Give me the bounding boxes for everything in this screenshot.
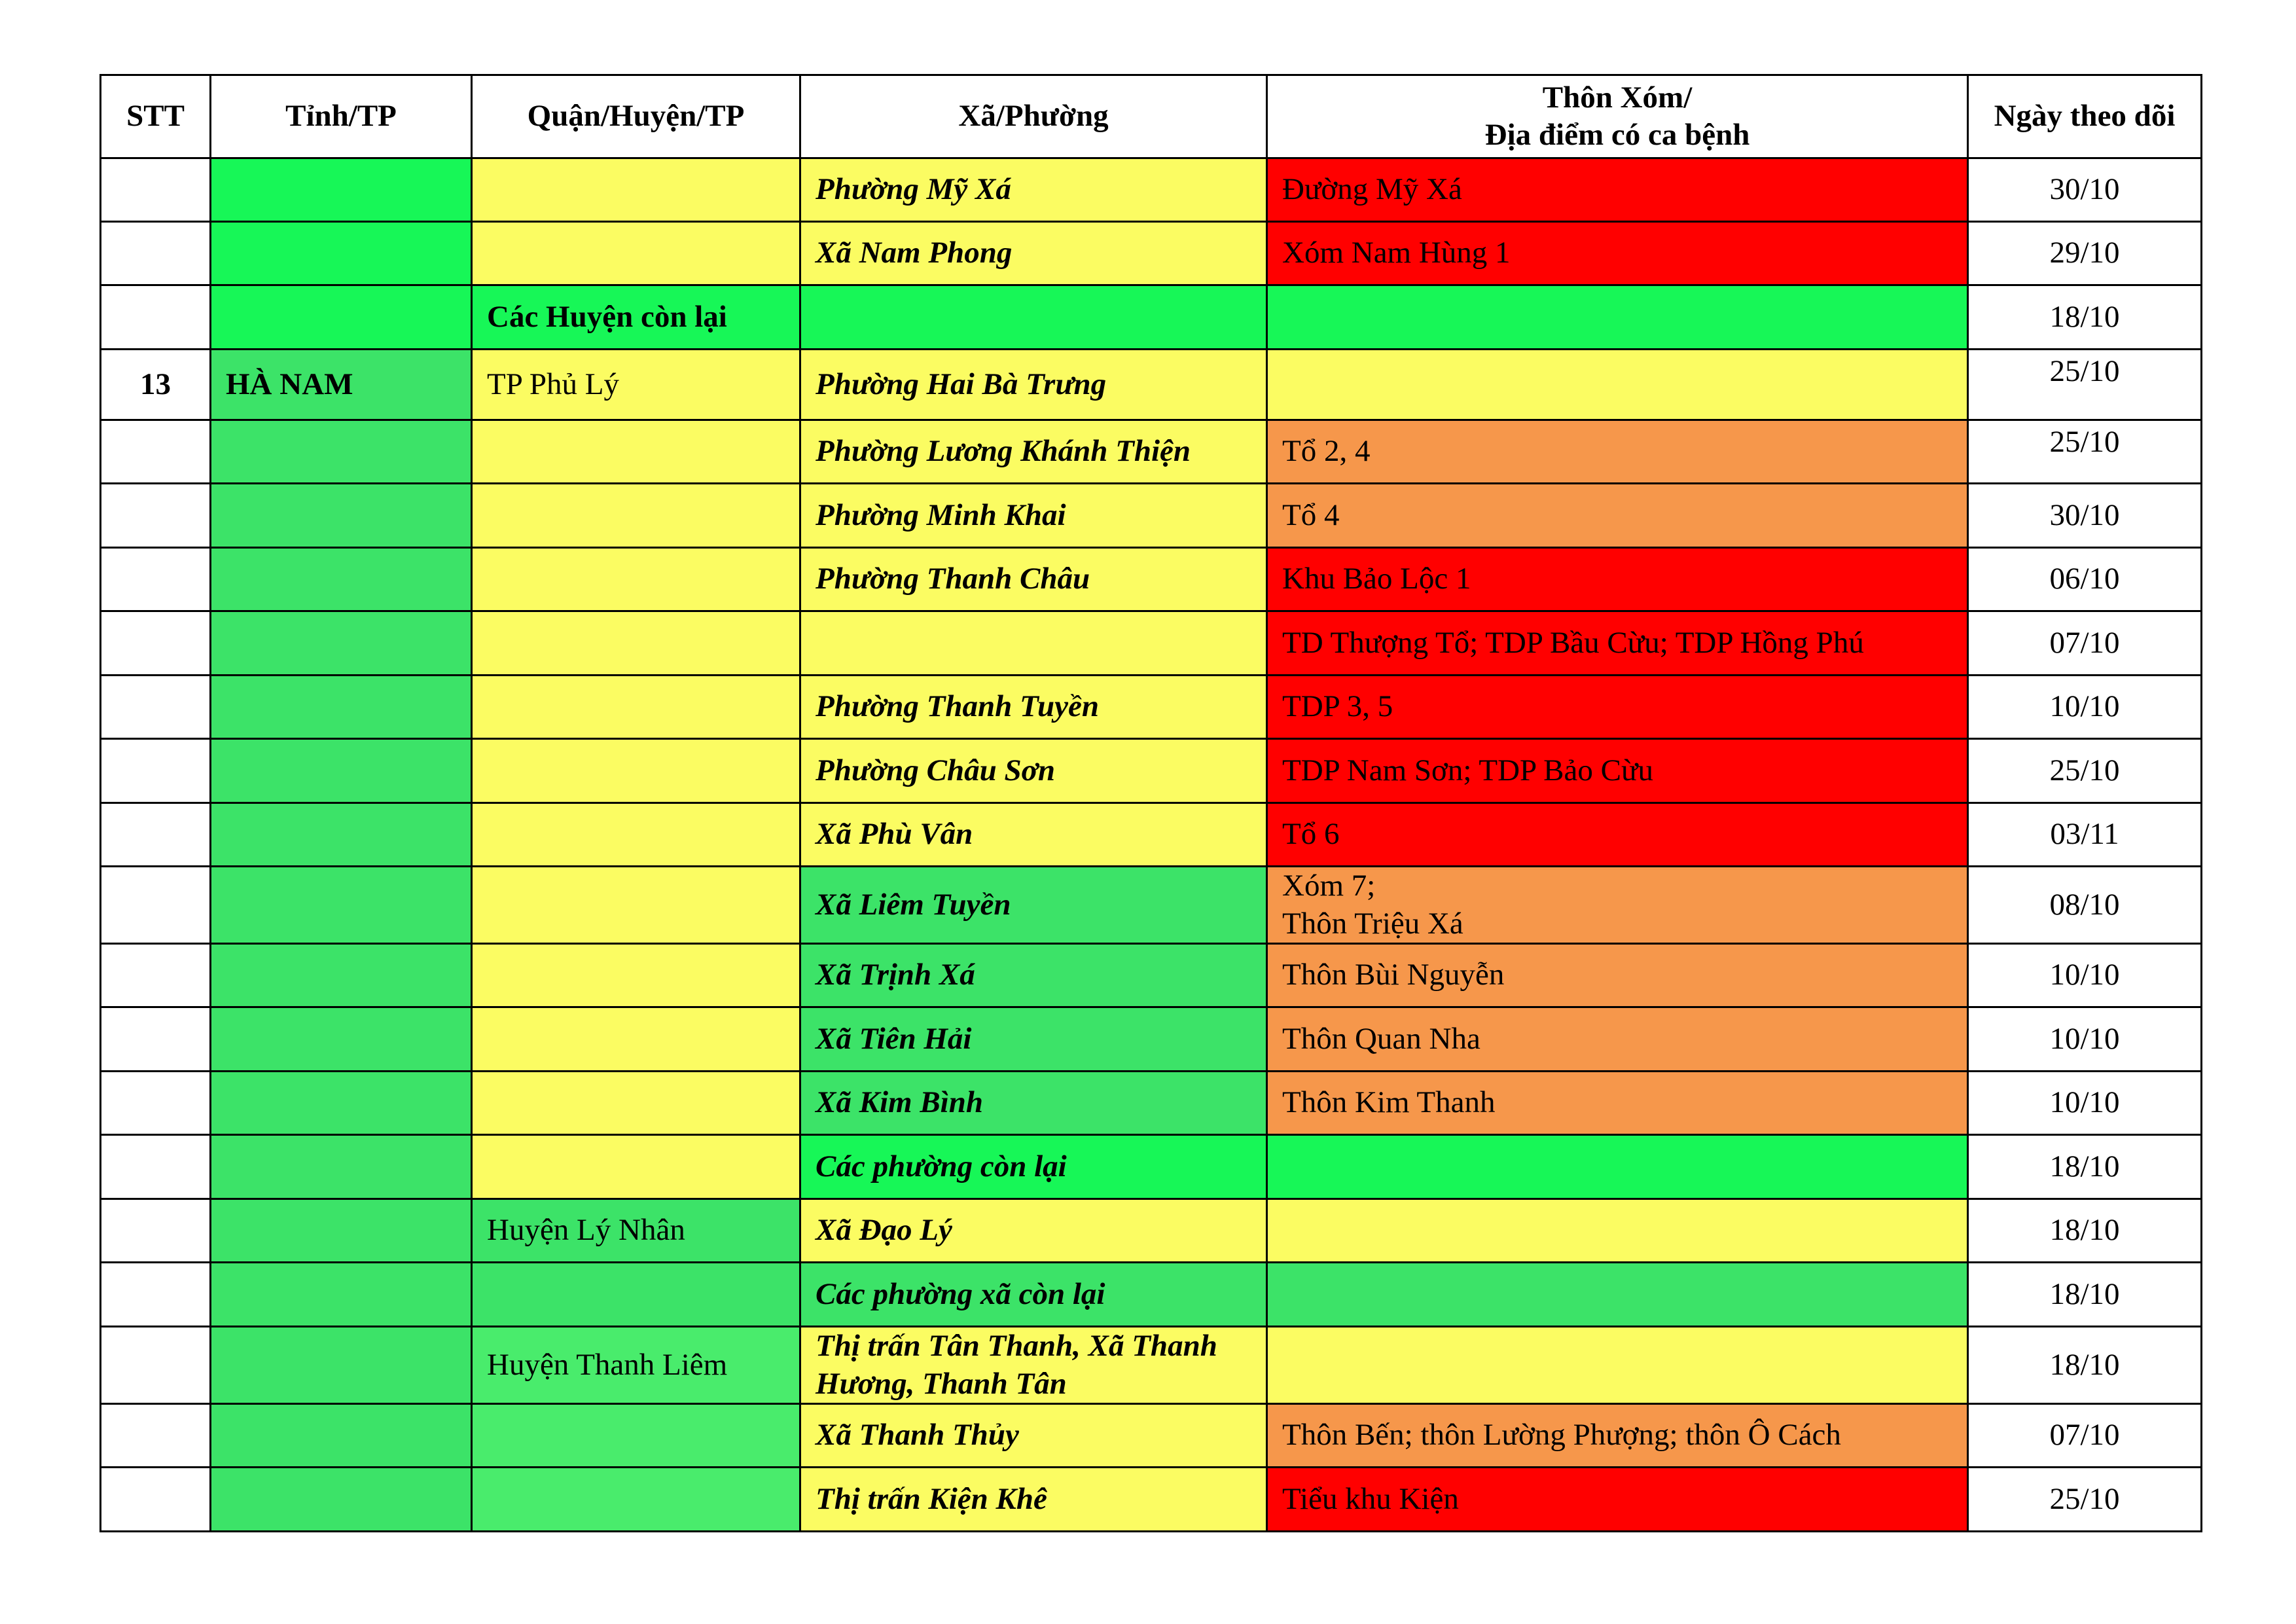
table-row xyxy=(101,420,2202,484)
cell-district xyxy=(472,803,800,867)
table-header xyxy=(101,75,2202,158)
cell-commune xyxy=(800,285,1267,350)
hamlet-line: Khu Bảo Lộc 1 xyxy=(1282,562,1471,596)
cell-hamlet xyxy=(1267,350,1968,420)
cell-commune: Xã Kim Bình xyxy=(800,1072,1267,1135)
cell-hamlet xyxy=(1267,867,1968,944)
table-row xyxy=(101,1007,2202,1072)
cell-district: TP Phủ Lý xyxy=(472,350,800,420)
cell-district xyxy=(472,944,800,1007)
cell-district xyxy=(472,611,800,676)
cell-commune: Thị trấn Tân Thanh, Xã Thanh Hương, Thanh Tân xyxy=(800,1327,1267,1404)
table-row xyxy=(101,350,2202,420)
cell-hamlet xyxy=(1267,739,1968,803)
table-row xyxy=(101,1263,2202,1327)
cell-commune: Phường Châu Sơn xyxy=(800,739,1267,803)
hamlet-line: Thôn Bùi Nguyễn xyxy=(1282,958,1505,992)
cell-district xyxy=(472,1404,800,1468)
cell-hamlet xyxy=(1267,420,1968,484)
cell-commune: Xã Phù Vân xyxy=(800,803,1267,867)
table-row xyxy=(101,484,2202,548)
cell-monitor-date: 25/10 xyxy=(1968,1468,2202,1532)
cell-monitor-date: 06/10 xyxy=(1968,548,2202,611)
header-province: Tỉnh/TP xyxy=(211,75,472,158)
cell-commune: Xã Liêm Tuyền xyxy=(800,867,1267,944)
cell-province xyxy=(211,611,472,676)
table-row xyxy=(101,944,2202,1007)
cell-district: Huyện Thanh Liêm xyxy=(472,1327,800,1404)
table-row xyxy=(101,1135,2202,1199)
hamlet-line: TDP 3, 5 xyxy=(1282,689,1393,724)
cell-hamlet xyxy=(1267,1327,1968,1404)
cell-hamlet xyxy=(1267,1072,1968,1135)
cell-commune: Các phường xã còn lại xyxy=(800,1263,1267,1327)
hamlet-line: Tổ 4 xyxy=(1282,497,1340,532)
cell-monitor-date: 30/10 xyxy=(1968,484,2202,548)
header-hamlet-line1: Thôn Xóm/ xyxy=(1542,80,1693,115)
cell-monitor-date: 29/10 xyxy=(1968,222,2202,285)
header-stt: STT xyxy=(101,75,211,158)
cell-stt xyxy=(101,1468,211,1532)
cell-province xyxy=(211,222,472,285)
cell-district: Các Huyện còn lại xyxy=(472,285,800,350)
table-row xyxy=(101,611,2202,676)
hamlet-line: Thôn Kim Thanh xyxy=(1282,1085,1496,1120)
cell-commune xyxy=(800,611,1267,676)
cell-province xyxy=(211,158,472,222)
table-row xyxy=(101,285,2202,350)
cell-province xyxy=(211,1263,472,1327)
cell-commune: Xã Nam Phong xyxy=(800,222,1267,285)
cell-commune: Các phường còn lại xyxy=(800,1135,1267,1199)
cell-stt xyxy=(101,867,211,944)
cell-province xyxy=(211,1135,472,1199)
cell-monitor-date: 10/10 xyxy=(1968,1007,2202,1072)
header-hamlet-line2: Địa điểm có ca bệnh xyxy=(1484,118,1750,152)
cell-province xyxy=(211,1468,472,1532)
hamlet-line: Thôn Bến; thôn Lường Phượng; thôn Ô Cách xyxy=(1282,1418,1841,1453)
cell-commune: Phường Hai Bà Trưng xyxy=(800,350,1267,420)
cell-stt xyxy=(101,484,211,548)
cell-hamlet xyxy=(1267,222,1968,285)
cell-stt xyxy=(101,1072,211,1135)
cell-commune: Xã Trịnh Xá xyxy=(800,944,1267,1007)
header-monitor-date: Ngày theo dõi xyxy=(1968,75,2202,158)
table-row xyxy=(101,1199,2202,1263)
cell-province xyxy=(211,803,472,867)
cell-commune: Xã Thanh Thủy xyxy=(800,1404,1267,1468)
table-row xyxy=(101,1327,2202,1404)
outbreak-table xyxy=(99,74,2202,1532)
cell-commune: Phường Thanh Tuyền xyxy=(800,676,1267,739)
cell-stt xyxy=(101,548,211,611)
cell-province xyxy=(211,548,472,611)
cell-province xyxy=(211,484,472,548)
cell-monitor-date: 07/10 xyxy=(1968,1404,2202,1468)
cell-stt xyxy=(101,1263,211,1327)
cell-district xyxy=(472,158,800,222)
cell-province xyxy=(211,1199,472,1263)
hamlet-line: Thôn Triệu Xá xyxy=(1282,906,1463,941)
cell-stt xyxy=(101,285,211,350)
cell-stt xyxy=(101,803,211,867)
cell-monitor-date: 10/10 xyxy=(1968,1072,2202,1135)
cell-stt xyxy=(101,739,211,803)
cell-monitor-date: 25/10 xyxy=(1968,739,2202,803)
cell-monitor-date: 08/10 xyxy=(1968,867,2202,944)
cell-stt xyxy=(101,1404,211,1468)
hamlet-line: Thôn Quan Nha xyxy=(1282,1021,1480,1056)
table-row xyxy=(101,739,2202,803)
table-body xyxy=(101,158,2202,1532)
hamlet-line: Tổ 2, 4 xyxy=(1282,434,1371,469)
header-hamlet xyxy=(1267,75,1968,158)
cell-province xyxy=(211,420,472,484)
header-commune: Xã/Phường xyxy=(800,75,1267,158)
cell-monitor-date: 18/10 xyxy=(1968,1199,2202,1263)
cell-district: Huyện Lý Nhân xyxy=(472,1199,800,1263)
cell-monitor-date: 25/10 xyxy=(1968,420,2202,484)
cell-hamlet xyxy=(1267,611,1968,676)
cell-stt xyxy=(101,611,211,676)
cell-stt xyxy=(101,1135,211,1199)
cell-province xyxy=(211,1007,472,1072)
cell-commune: Thị trấn Kiện Khê xyxy=(800,1468,1267,1532)
cell-district xyxy=(472,739,800,803)
cell-monitor-date: 25/10 xyxy=(1968,350,2202,420)
cell-stt xyxy=(101,158,211,222)
table-row xyxy=(101,222,2202,285)
header-row xyxy=(101,75,2202,158)
cell-stt xyxy=(101,420,211,484)
cell-commune: Phường Thanh Châu xyxy=(800,548,1267,611)
cell-district xyxy=(472,1072,800,1135)
cell-district xyxy=(472,1468,800,1532)
cell-province xyxy=(211,1327,472,1404)
table-row xyxy=(101,548,2202,611)
cell-stt xyxy=(101,1007,211,1072)
table-row xyxy=(101,1404,2202,1468)
cell-district xyxy=(472,548,800,611)
cell-hamlet xyxy=(1267,548,1968,611)
cell-district xyxy=(472,676,800,739)
cell-province xyxy=(211,739,472,803)
cell-district xyxy=(472,222,800,285)
hamlet-line: Xóm 7; xyxy=(1282,869,1376,903)
cell-province: HÀ NAM xyxy=(211,350,472,420)
cell-stt xyxy=(101,944,211,1007)
cell-district xyxy=(472,1263,800,1327)
cell-stt xyxy=(101,676,211,739)
cell-hamlet xyxy=(1267,944,1968,1007)
cell-province xyxy=(211,285,472,350)
table-row xyxy=(101,158,2202,222)
cell-hamlet xyxy=(1267,484,1968,548)
table-row xyxy=(101,803,2202,867)
cell-district xyxy=(472,1135,800,1199)
cell-hamlet xyxy=(1267,285,1968,350)
cell-hamlet xyxy=(1267,158,1968,222)
cell-monitor-date: 18/10 xyxy=(1968,1135,2202,1199)
cell-commune: Xã Đạo Lý xyxy=(800,1199,1267,1263)
cell-hamlet xyxy=(1267,1199,1968,1263)
cell-stt xyxy=(101,222,211,285)
cell-commune: Phường Minh Khai xyxy=(800,484,1267,548)
cell-stt xyxy=(101,1199,211,1263)
cell-monitor-date: 18/10 xyxy=(1968,1327,2202,1404)
cell-district xyxy=(472,1007,800,1072)
cell-hamlet xyxy=(1267,676,1968,739)
hamlet-line: Đường Mỹ Xá xyxy=(1282,172,1462,207)
cell-province xyxy=(211,867,472,944)
cell-hamlet xyxy=(1267,1007,1968,1072)
header-district: Quận/Huyện/TP xyxy=(472,75,800,158)
hamlet-line: Tổ 6 xyxy=(1282,817,1340,852)
table-row xyxy=(101,1072,2202,1135)
cell-monitor-date: 18/10 xyxy=(1968,285,2202,350)
hamlet-line: TDP Nam Sơn; TDP Bảo Cừu xyxy=(1282,753,1653,787)
cell-commune: Phường Lương Khánh Thiện xyxy=(800,420,1267,484)
hamlet-line: Tiểu khu Kiện xyxy=(1282,1481,1459,1516)
cell-monitor-date: 07/10 xyxy=(1968,611,2202,676)
cell-province xyxy=(211,944,472,1007)
cell-hamlet xyxy=(1267,1468,1968,1532)
cell-district xyxy=(472,420,800,484)
cell-province xyxy=(211,1404,472,1468)
cell-hamlet xyxy=(1267,1263,1968,1327)
cell-province xyxy=(211,676,472,739)
cell-hamlet xyxy=(1267,803,1968,867)
cell-monitor-date: 10/10 xyxy=(1968,944,2202,1007)
hamlet-line: Xóm Nam Hùng 1 xyxy=(1282,236,1511,270)
cell-monitor-date: 03/11 xyxy=(1968,803,2202,867)
cell-monitor-date: 30/10 xyxy=(1968,158,2202,222)
cell-monitor-date: 10/10 xyxy=(1968,676,2202,739)
cell-stt xyxy=(101,1327,211,1404)
cell-hamlet xyxy=(1267,1404,1968,1468)
cell-monitor-date: 18/10 xyxy=(1968,1263,2202,1327)
table-row xyxy=(101,1468,2202,1532)
cell-commune: Phường Mỹ Xá xyxy=(800,158,1267,222)
table-row xyxy=(101,867,2202,944)
cell-stt: 13 xyxy=(101,350,211,420)
hamlet-line: TD Thượng Tổ; TDP Bầu Cừu; TDP Hồng Phú xyxy=(1282,625,1864,660)
cell-district xyxy=(472,484,800,548)
cell-commune: Xã Tiên Hải xyxy=(800,1007,1267,1072)
table-row xyxy=(101,676,2202,739)
cell-hamlet xyxy=(1267,1135,1968,1199)
cell-province xyxy=(211,1072,472,1135)
cell-district xyxy=(472,867,800,944)
